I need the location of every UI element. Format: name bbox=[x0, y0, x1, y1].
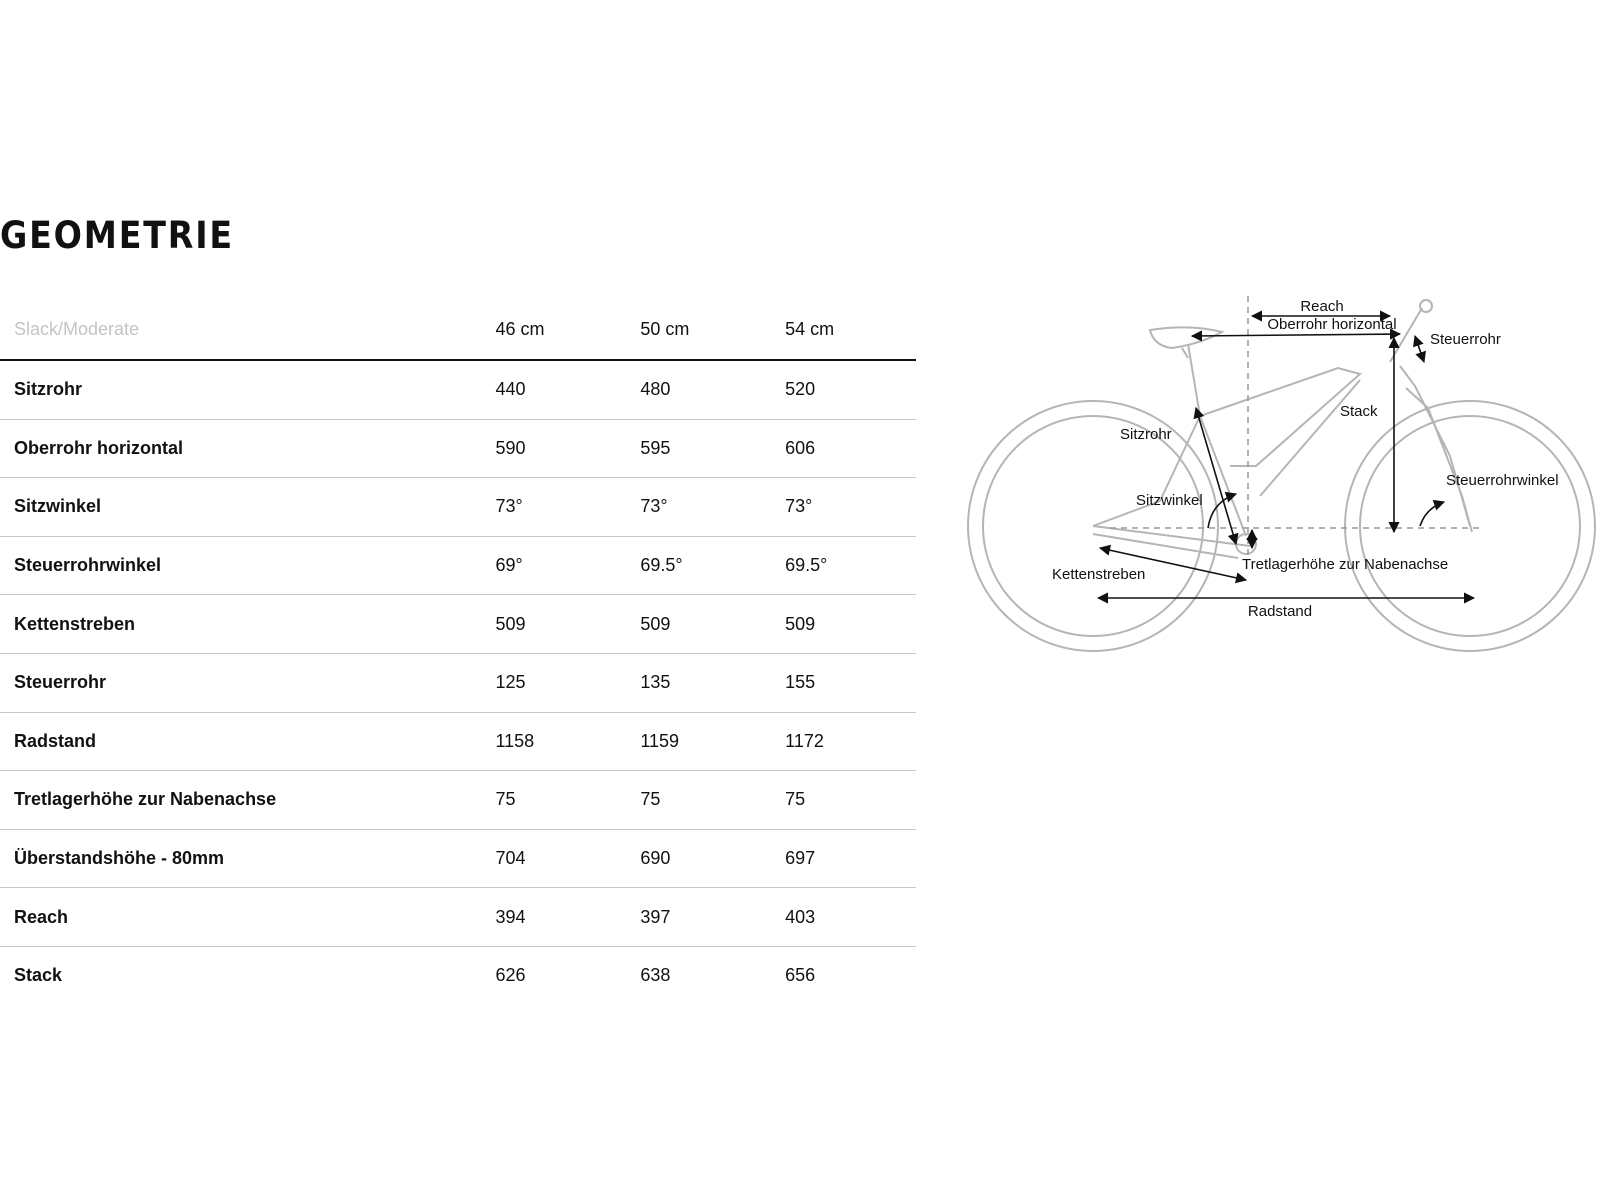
steuerrohr-arrow bbox=[1415, 336, 1424, 362]
table-row bbox=[0, 478, 916, 537]
row-value: 656 bbox=[785, 965, 816, 986]
table-row bbox=[0, 595, 916, 654]
row-value: 125 bbox=[481, 653, 626, 712]
row-label: Steuerrohr bbox=[0, 653, 481, 712]
chain-stay bbox=[1093, 526, 1250, 546]
down-tube bbox=[1260, 380, 1360, 496]
fork-lower bbox=[1406, 388, 1472, 532]
saddle bbox=[1150, 327, 1222, 348]
table-row bbox=[0, 888, 916, 947]
row-value: 638 bbox=[640, 965, 671, 986]
table-row bbox=[0, 419, 916, 478]
row-value: 69.5° bbox=[626, 536, 771, 595]
table-row bbox=[0, 360, 916, 419]
table-header-row bbox=[0, 300, 916, 360]
diagram-label-steuerrohr: Steuerrohr bbox=[1430, 331, 1501, 348]
row-value: 590 bbox=[481, 419, 626, 478]
row-value: 440 bbox=[481, 360, 626, 419]
row-value: 69° bbox=[481, 536, 626, 595]
row-label: Reach bbox=[0, 888, 481, 947]
row-value: 509 bbox=[481, 595, 626, 654]
row-value: 75 bbox=[771, 771, 916, 830]
row-value: 69.5° bbox=[771, 536, 916, 595]
row-value: 155 bbox=[771, 653, 916, 712]
variant-label: Slack/Moderate bbox=[0, 300, 481, 360]
table-row bbox=[0, 771, 916, 830]
row-label: Radstand bbox=[0, 712, 481, 771]
row-value: 697 bbox=[771, 829, 916, 888]
table-row bbox=[0, 536, 916, 595]
table-row bbox=[0, 946, 916, 1004]
row-value: 394 bbox=[481, 888, 626, 947]
row-label: Oberrohr horizontal bbox=[0, 419, 481, 478]
row-value: 704 bbox=[481, 829, 626, 888]
row-value: 1159 bbox=[626, 712, 771, 771]
row-label: Sitzwinkel bbox=[0, 478, 481, 537]
diagram-label-stack: Stack bbox=[1340, 403, 1378, 420]
row-value: 509 bbox=[626, 595, 771, 654]
row-label: Tretlagerhöhe zur Nabenachse bbox=[0, 771, 481, 830]
size-header-46: 46 cm bbox=[481, 300, 626, 360]
row-value: 595 bbox=[626, 419, 771, 478]
bike-geometry-diagram bbox=[960, 296, 1600, 676]
diagram-label-reach: Reach bbox=[1300, 298, 1344, 315]
fork bbox=[1400, 366, 1470, 526]
seatpost bbox=[1182, 348, 1188, 358]
row-label: Überstandshöhe - 80mm bbox=[0, 829, 481, 888]
row-label: Kettenstreben bbox=[0, 595, 481, 654]
row-value: 606 bbox=[771, 419, 916, 478]
row-value: 1158 bbox=[481, 712, 626, 771]
diagram-label-tretlager: Tretlagerhöhe zur Nabenachse bbox=[1242, 556, 1449, 573]
row-value: 135 bbox=[626, 653, 771, 712]
row-value: 1172 bbox=[771, 712, 916, 771]
geometry-table bbox=[0, 300, 916, 1005]
diagram-label-sitzwinkel: Sitzwinkel bbox=[1136, 492, 1203, 509]
diagram-label-radstand: Radstand bbox=[1247, 603, 1313, 620]
row-value: 75 bbox=[481, 771, 626, 830]
table-row bbox=[0, 829, 916, 888]
diagram-label-oberrohr: Oberrohr horizontal bbox=[1267, 316, 1397, 333]
size-header-50: 50 cm bbox=[626, 300, 771, 360]
row-value: 626 bbox=[495, 965, 526, 986]
table-row bbox=[0, 712, 916, 771]
row-label: Stack bbox=[14, 965, 63, 986]
row-value: 403 bbox=[771, 888, 916, 947]
row-label: Sitzrohr bbox=[0, 360, 481, 419]
row-value: 520 bbox=[771, 360, 916, 419]
row-value: 397 bbox=[626, 888, 771, 947]
oberrohr-arrow bbox=[1192, 334, 1400, 336]
diagram-label-kettenstreben: Kettenstreben bbox=[1052, 566, 1146, 583]
row-value: 509 bbox=[771, 595, 916, 654]
row-value: 75 bbox=[626, 771, 771, 830]
diagram-label-sitzrohr: Sitzrohr bbox=[1120, 426, 1172, 443]
row-label: Steuerrohrwinkel bbox=[0, 536, 481, 595]
top-tube bbox=[1200, 368, 1360, 466]
size-header-54: 54 cm bbox=[771, 300, 916, 360]
table-row bbox=[0, 653, 916, 712]
row-value: 480 bbox=[626, 360, 771, 419]
handlebar-end bbox=[1420, 300, 1432, 312]
row-value: 73° bbox=[626, 478, 771, 537]
diagram-label-steuerrohrwinkel: Steuerrohrwinkel bbox=[1446, 472, 1559, 489]
row-value: 690 bbox=[626, 829, 771, 888]
row-value: 73° bbox=[771, 478, 916, 537]
page-title: GEOMETRIE bbox=[0, 214, 234, 257]
row-value: 73° bbox=[481, 478, 626, 537]
steuerrohrwinkel-arc bbox=[1420, 502, 1444, 526]
